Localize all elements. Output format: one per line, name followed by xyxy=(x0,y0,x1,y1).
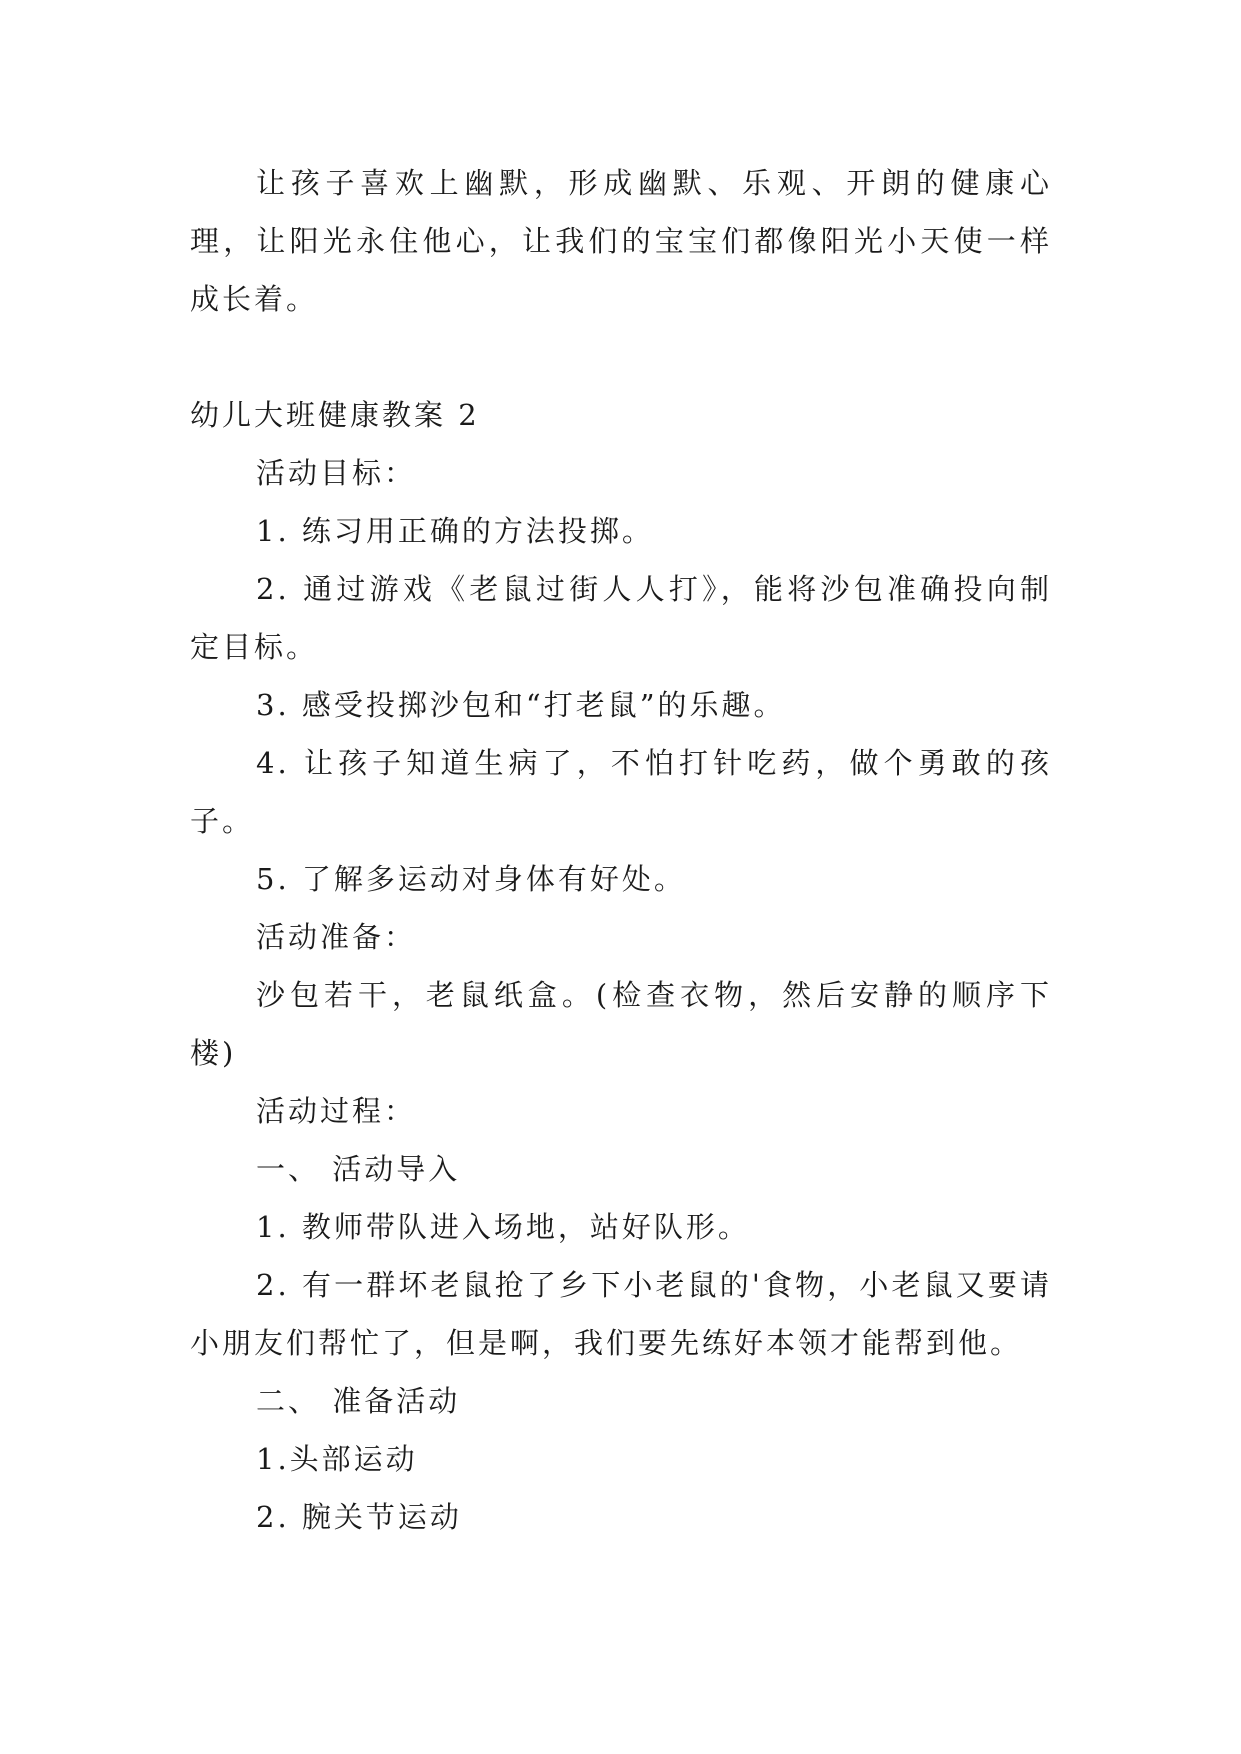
intro-paragraph: 让孩子喜欢上幽默，形成幽默、乐观、开朗的健康心理，让阳光永住他心，让我们的宝宝们都像阳光小天使一样成长着。 xyxy=(190,166,1052,316)
goal-item-2: 2. 通过游戏《老鼠过街人人打》，能将沙包准确投向制定目标。 xyxy=(190,572,1052,664)
part1-item-2: 2. 有一群坏老鼠抢了乡下小老鼠的'食物，小老鼠又要请小朋友们帮忙了，但是啊，我们要先练好本领才能帮到他。 xyxy=(190,1268,1052,1360)
document-page xyxy=(190,154,1052,1546)
part2-heading: 二、 准备活动 xyxy=(256,1384,461,1418)
part2-item-1: 1.头部运动 xyxy=(256,1442,418,1476)
prep-heading: 活动准备： xyxy=(256,920,417,954)
part1-heading: 一、 活动导入 xyxy=(256,1152,461,1186)
section-title: 幼儿大班健康教案 2 xyxy=(190,398,480,432)
process-heading: 活动过程： xyxy=(256,1094,417,1128)
paragraph-gap xyxy=(190,328,1052,386)
part2-item-2: 2. 腕关节运动 xyxy=(256,1500,462,1534)
goal-item-1: 1. 练习用正确的方法投掷。 xyxy=(256,514,654,548)
goal-item-4: 4. 让孩子知道生病了，不怕打针吃药，做个勇敢的孩子。 xyxy=(190,746,1052,838)
goal-item-3: 3. 感受投掷沙包和“打老鼠”的乐趣。 xyxy=(256,688,786,722)
goal-item-5: 5. 了解多运动对身体有好处。 xyxy=(256,862,686,896)
prep-text: 沙包若干，老鼠纸盒。(检查衣物，然后安静的顺序下楼) xyxy=(190,978,1052,1070)
part1-item-1: 1. 教师带队进入场地，站好队形。 xyxy=(256,1210,750,1244)
goals-heading: 活动目标： xyxy=(256,456,417,490)
